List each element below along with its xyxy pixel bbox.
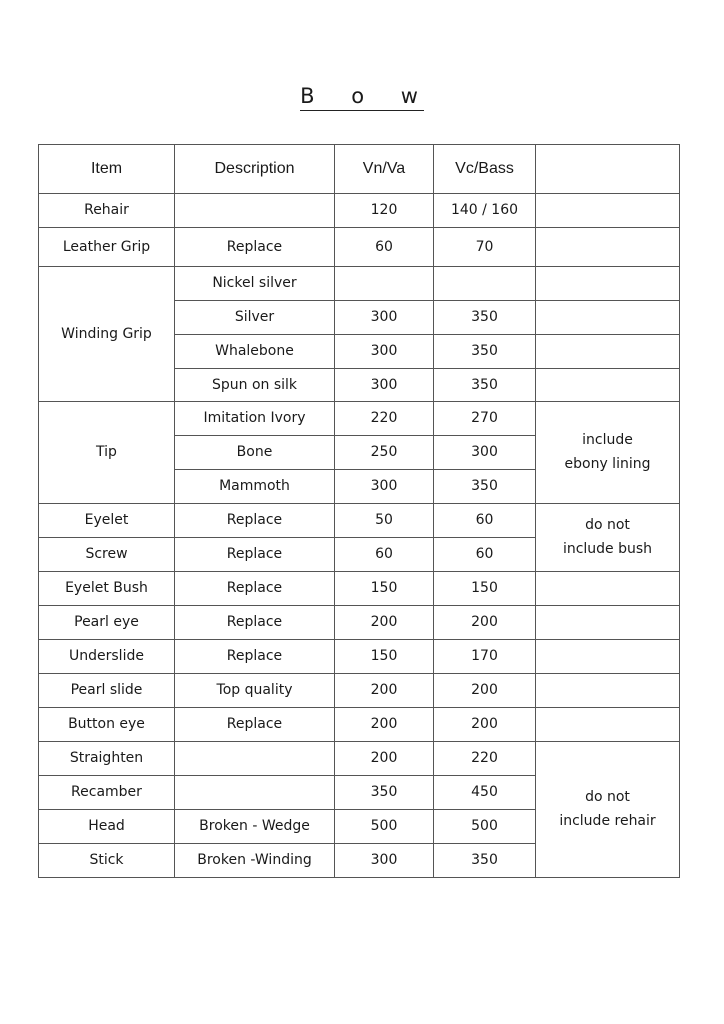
cell-description: Whalebone bbox=[175, 335, 335, 369]
cell-description: Mammoth bbox=[175, 470, 335, 504]
cell-vc-bass: 350 bbox=[434, 335, 536, 369]
note-line: include bush bbox=[562, 540, 653, 557]
cell-note bbox=[536, 742, 680, 878]
note-line: include bbox=[582, 432, 633, 449]
header-note bbox=[536, 145, 680, 194]
cell-vn-va: 500 bbox=[335, 810, 434, 844]
note-line: ebony lining bbox=[564, 455, 651, 472]
table-row-leather-grip bbox=[39, 228, 680, 267]
cell-vn-va: 120 bbox=[335, 194, 434, 228]
note-line: do not bbox=[585, 789, 630, 806]
cell-description: Replace bbox=[175, 572, 335, 606]
cell-note bbox=[536, 335, 680, 369]
cell-vc-bass: 350 bbox=[434, 301, 536, 335]
cell-vc-bass: 450 bbox=[434, 776, 536, 810]
cell-item: Recamber bbox=[39, 776, 175, 810]
cell-description: Broken - Wedge bbox=[175, 810, 335, 844]
cell-vc-bass: 70 bbox=[434, 228, 536, 267]
cell-item: Winding Grip bbox=[39, 267, 175, 402]
cell-vc-bass: 170 bbox=[434, 640, 536, 674]
cell-note bbox=[536, 301, 680, 335]
table-row-eyelet bbox=[39, 504, 680, 538]
table-row-pearl-slide bbox=[39, 674, 680, 708]
cell-vc-bass: 300 bbox=[434, 436, 536, 470]
cell-item: Straighten bbox=[39, 742, 175, 776]
note-text bbox=[565, 429, 651, 475]
cell-description: Bone bbox=[175, 436, 335, 470]
cell-vn-va: 150 bbox=[335, 572, 434, 606]
cell-vn-va: 200 bbox=[335, 708, 434, 742]
cell-vn-va: 350 bbox=[335, 776, 434, 810]
price-table bbox=[38, 144, 680, 878]
cell-item: Pearl eye bbox=[39, 606, 175, 640]
cell-vn-va: 60 bbox=[335, 228, 434, 267]
cell-item: Head bbox=[39, 810, 175, 844]
cell-description: Replace bbox=[175, 228, 335, 267]
header-description: Description bbox=[175, 145, 335, 194]
cell-vn-va: 250 bbox=[335, 436, 434, 470]
table-header-row bbox=[39, 145, 680, 194]
cell-description: Imitation Ivory bbox=[175, 402, 335, 436]
cell-description bbox=[175, 742, 335, 776]
cell-vc-bass: 200 bbox=[434, 606, 536, 640]
cell-description: Top quality bbox=[175, 674, 335, 708]
cell-description: Nickel silver bbox=[175, 267, 335, 301]
cell-note bbox=[536, 572, 680, 606]
cell-note bbox=[536, 228, 680, 267]
cell-item: Stick bbox=[39, 844, 175, 878]
note-text bbox=[563, 514, 652, 560]
table-row-rehair bbox=[39, 194, 680, 228]
header-vc-bass: Vc/Bass bbox=[434, 145, 536, 194]
cell-vn-va: 300 bbox=[335, 369, 434, 402]
cell-note bbox=[536, 708, 680, 742]
header-vn-va: Vn/Va bbox=[335, 145, 434, 194]
cell-vn-va: 300 bbox=[335, 301, 434, 335]
cell-description: Replace bbox=[175, 708, 335, 742]
cell-description: Broken -Winding bbox=[175, 844, 335, 878]
table-row-button-eye bbox=[39, 708, 680, 742]
cell-description: Replace bbox=[175, 640, 335, 674]
cell-note bbox=[536, 267, 680, 301]
table-row-straighten bbox=[39, 742, 680, 776]
cell-description bbox=[175, 776, 335, 810]
cell-description: Spun on silk bbox=[175, 369, 335, 402]
cell-note bbox=[536, 194, 680, 228]
cell-vn-va: 50 bbox=[335, 504, 434, 538]
cell-item: Button eye bbox=[39, 708, 175, 742]
cell-vn-va: 200 bbox=[335, 674, 434, 708]
cell-vc-bass: 200 bbox=[434, 708, 536, 742]
cell-vc-bass bbox=[434, 267, 536, 301]
cell-description: Silver bbox=[175, 301, 335, 335]
cell-note bbox=[536, 369, 680, 402]
note-text bbox=[559, 786, 655, 832]
table-row-underslide bbox=[39, 640, 680, 674]
cell-note bbox=[536, 402, 680, 504]
cell-note bbox=[536, 674, 680, 708]
cell-vc-bass: 350 bbox=[434, 369, 536, 402]
cell-description: Replace bbox=[175, 606, 335, 640]
header-item: Item bbox=[39, 145, 175, 194]
note-line: do not bbox=[585, 517, 630, 534]
cell-vc-bass: 150 bbox=[434, 572, 536, 606]
cell-vc-bass: 60 bbox=[434, 538, 536, 572]
table-row-tip bbox=[39, 402, 680, 436]
cell-note bbox=[536, 640, 680, 674]
cell-vc-bass: 220 bbox=[434, 742, 536, 776]
cell-vn-va: 220 bbox=[335, 402, 434, 436]
cell-vn-va bbox=[335, 267, 434, 301]
cell-vn-va: 150 bbox=[335, 640, 434, 674]
cell-item: Underslide bbox=[39, 640, 175, 674]
cell-item: Leather Grip bbox=[39, 228, 175, 267]
cell-vc-bass: 350 bbox=[434, 844, 536, 878]
cell-vc-bass: 140 / 160 bbox=[434, 194, 536, 228]
cell-vn-va: 200 bbox=[335, 606, 434, 640]
cell-item: Rehair bbox=[39, 194, 175, 228]
cell-vn-va: 60 bbox=[335, 538, 434, 572]
cell-vn-va: 300 bbox=[335, 844, 434, 878]
cell-vn-va: 300 bbox=[335, 335, 434, 369]
cell-note bbox=[536, 504, 680, 572]
table-row-winding-grip bbox=[39, 267, 680, 301]
cell-vc-bass: 200 bbox=[434, 674, 536, 708]
cell-item: Pearl slide bbox=[39, 674, 175, 708]
page-title bbox=[0, 84, 724, 111]
cell-vn-va: 300 bbox=[335, 470, 434, 504]
page-title-text: B o w bbox=[300, 84, 424, 111]
note-line: include rehair bbox=[559, 812, 656, 829]
cell-item: Eyelet bbox=[39, 504, 175, 538]
table-row-eyelet-bush bbox=[39, 572, 680, 606]
cell-vc-bass: 270 bbox=[434, 402, 536, 436]
cell-note bbox=[536, 606, 680, 640]
cell-item: Screw bbox=[39, 538, 175, 572]
table-row-pearl-eye bbox=[39, 606, 680, 640]
cell-description: Replace bbox=[175, 538, 335, 572]
cell-vc-bass: 350 bbox=[434, 470, 536, 504]
cell-item: Eyelet Bush bbox=[39, 572, 175, 606]
cell-description bbox=[175, 194, 335, 228]
cell-description: Replace bbox=[175, 504, 335, 538]
cell-item: Tip bbox=[39, 402, 175, 504]
cell-vc-bass: 60 bbox=[434, 504, 536, 538]
cell-vn-va: 200 bbox=[335, 742, 434, 776]
cell-vc-bass: 500 bbox=[434, 810, 536, 844]
